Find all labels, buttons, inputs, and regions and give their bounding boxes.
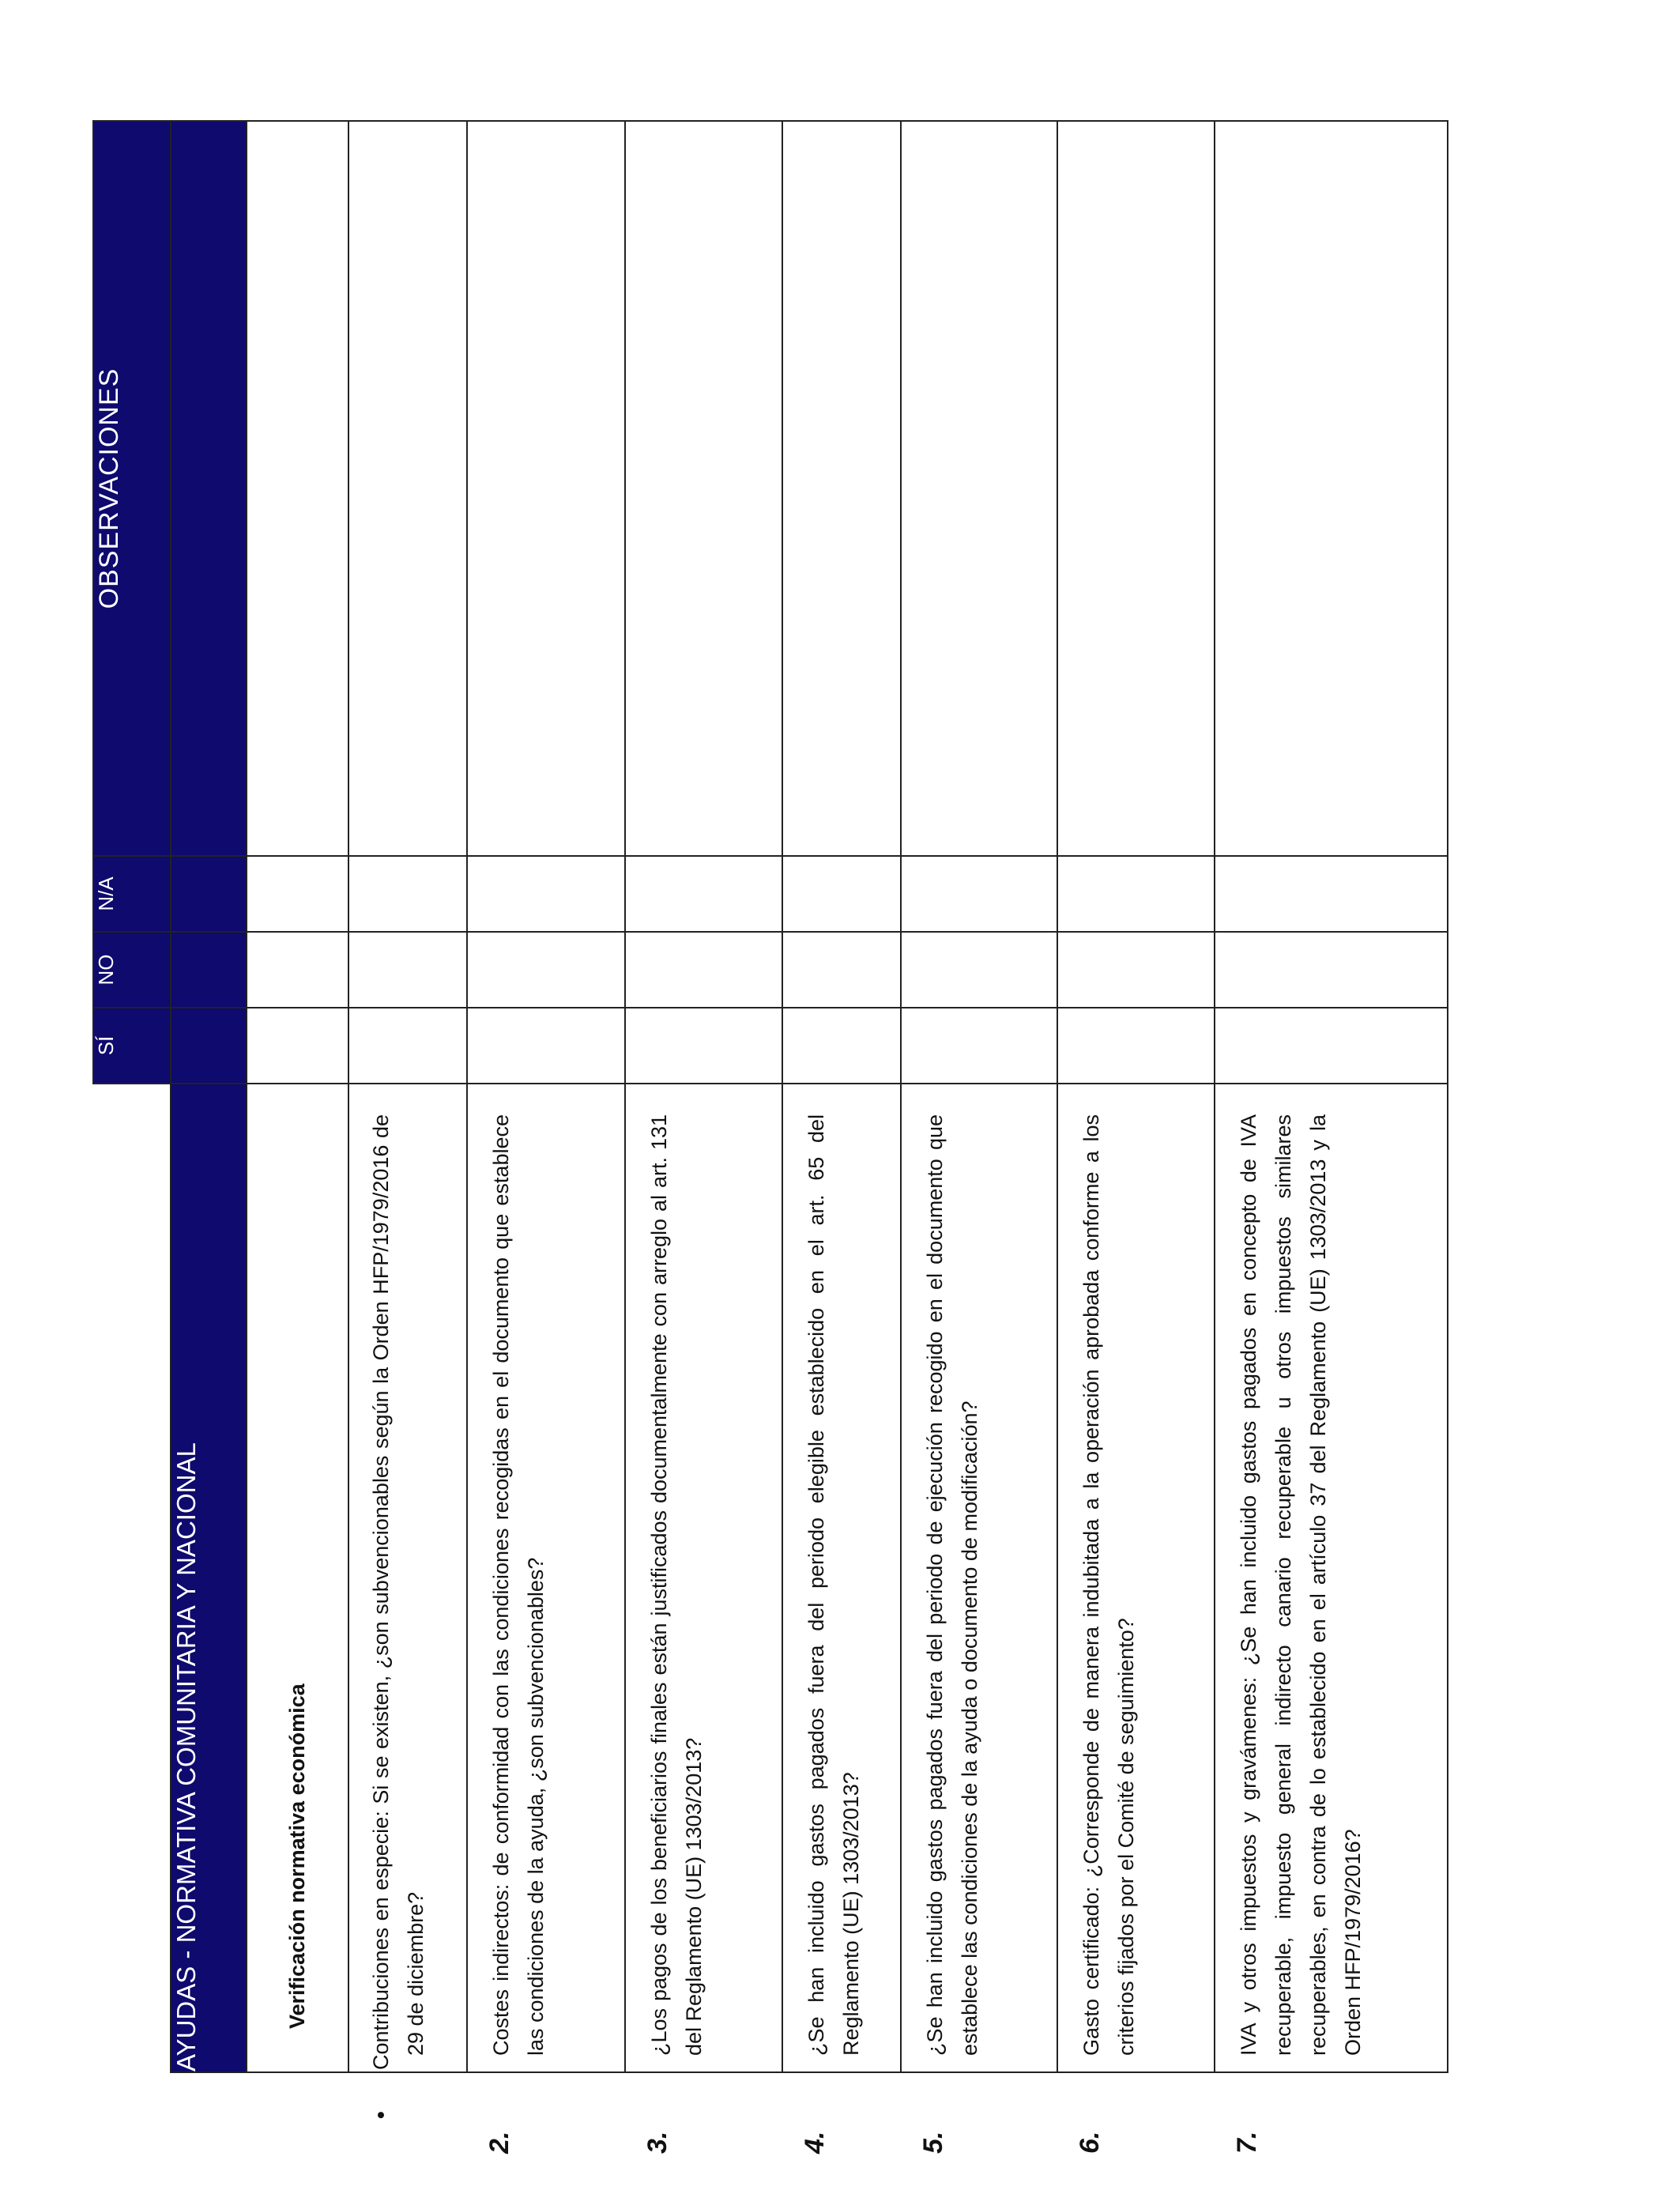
check-si-cell[interactable] [625, 1008, 782, 1084]
check-si-cell[interactable] [901, 1008, 1057, 1084]
check-no-cell[interactable] [1057, 932, 1215, 1008]
checklist-page-rotated [92, 122, 1442, 2154]
question-text-cell [625, 1084, 782, 2154]
question-text-cell [467, 1084, 625, 2154]
question-bullet: • [368, 2111, 393, 2119]
question-number: 5. [918, 2131, 948, 2154]
title-na-cell [171, 856, 247, 932]
verification-checklist-table [92, 120, 1448, 2154]
header-corner-blank [93, 1084, 171, 2072]
check-na-cell[interactable] [1057, 856, 1215, 932]
check-na-cell[interactable] [901, 856, 1057, 932]
column-header-row [93, 121, 171, 2072]
section-label: Verificación normativa económica [247, 1084, 348, 2072]
question-text: ¿Se han incluido gastos pagados fuera del periodo de ejecución recogido en el documento que establece las condiciones de la ayuda o documento de modificación? [923, 1114, 981, 2056]
check-si-cell[interactable] [782, 1008, 901, 1084]
check-no-cell[interactable] [247, 932, 348, 1008]
question-text: Contribuciones en especie: Si se existen, ¿son subvencionables según la Orden HFP/1979/2016 de 29 de diciembre? [369, 1114, 428, 2070]
check-si-cell[interactable] [247, 1008, 348, 1084]
section-row [247, 121, 348, 2072]
check-si-cell[interactable] [348, 1008, 467, 1084]
question-text-cell [901, 1084, 1057, 2154]
question-number: 2. [484, 2131, 514, 2154]
header-na: N/A [93, 856, 171, 932]
header-no: NO [93, 932, 171, 1008]
check-si-cell[interactable] [1215, 1008, 1448, 1084]
check-no-cell[interactable] [625, 932, 782, 1008]
title-obs-cell [171, 121, 247, 856]
question-text: IVA y otros impuestos y gravámenes: ¿Se han incluido gastos pagados en concepto de IVA recuperable, impuesto general indirecto canario recuperable u otros impuestos similares recuperables, en contra de lo establecido en el artículo 37 del Reglamento (UE) 1303/2013 y la Orden HFP/1979/2016? [1237, 1114, 1365, 2056]
question-number: 3. [642, 2131, 672, 2154]
check-no-cell[interactable] [1215, 932, 1448, 1008]
observaciones-cell[interactable] [1215, 121, 1448, 856]
check-si-cell[interactable] [467, 1008, 625, 1084]
check-na-cell[interactable] [247, 856, 348, 932]
question-text-cell [782, 1084, 901, 2154]
question-row-1 [348, 121, 467, 2072]
question-row-2 [467, 121, 625, 2072]
question-row-4 [782, 121, 901, 2072]
observaciones-cell[interactable] [247, 121, 348, 856]
question-number: 4. [800, 2131, 830, 2154]
question-row-7 [1215, 121, 1448, 2072]
observaciones-cell[interactable] [348, 121, 467, 856]
question-row-3 [625, 121, 782, 2072]
check-na-cell[interactable] [467, 856, 625, 932]
question-text: Gasto certificado: ¿Corresponde de manera indubitada a la operación aprobada conforme a los criterios fijados por el Comité de seguimiento? [1079, 1114, 1138, 2056]
question-number: 7. [1232, 2131, 1262, 2154]
title-row [171, 121, 247, 2072]
question-row-5 [901, 121, 1057, 2072]
check-si-cell[interactable] [1057, 1008, 1215, 1084]
check-no-cell[interactable] [348, 932, 467, 1008]
check-na-cell[interactable] [782, 856, 901, 932]
question-text: ¿Se han incluido gastos pagados fuera del periodo elegible establecido en el art. 65 del Reglamento (UE) 1303/2013? [804, 1114, 863, 2056]
check-na-cell[interactable] [625, 856, 782, 932]
observaciones-cell[interactable] [901, 121, 1057, 856]
check-na-cell[interactable] [1215, 856, 1448, 932]
title-si-cell [171, 1008, 247, 1084]
check-no-cell[interactable] [901, 932, 1057, 1008]
check-na-cell[interactable] [348, 856, 467, 932]
header-si: SÍ [93, 1008, 171, 1084]
check-no-cell[interactable] [467, 932, 625, 1008]
header-observaciones: OBSERVACIONES [93, 121, 171, 856]
question-text: ¿Los pagos de los beneficiarios finales están justificados documentalmente con arreglo al art. 131 del Reglamento (UE) 1303/2013? [647, 1114, 706, 2056]
question-text-cell [1215, 1084, 1448, 2154]
question-text-cell [348, 1084, 467, 2119]
title-no-cell [171, 932, 247, 1008]
question-text-cell [1057, 1084, 1215, 2154]
question-row-6 [1057, 121, 1215, 2072]
check-no-cell[interactable] [782, 932, 901, 1008]
question-number: 6. [1075, 2131, 1105, 2154]
observaciones-cell[interactable] [1057, 121, 1215, 856]
page-title: AYUDAS - NORMATIVA COMUNITARIA Y NACIONAL [171, 1084, 247, 2072]
observaciones-cell[interactable] [625, 121, 782, 856]
observaciones-cell[interactable] [467, 121, 625, 856]
question-text: Costes indirectos: de conformidad con las condiciones recogidas en el documento que establece las condiciones de la ayuda, ¿son subvencionables? [489, 1114, 548, 2056]
observaciones-cell[interactable] [782, 121, 901, 856]
